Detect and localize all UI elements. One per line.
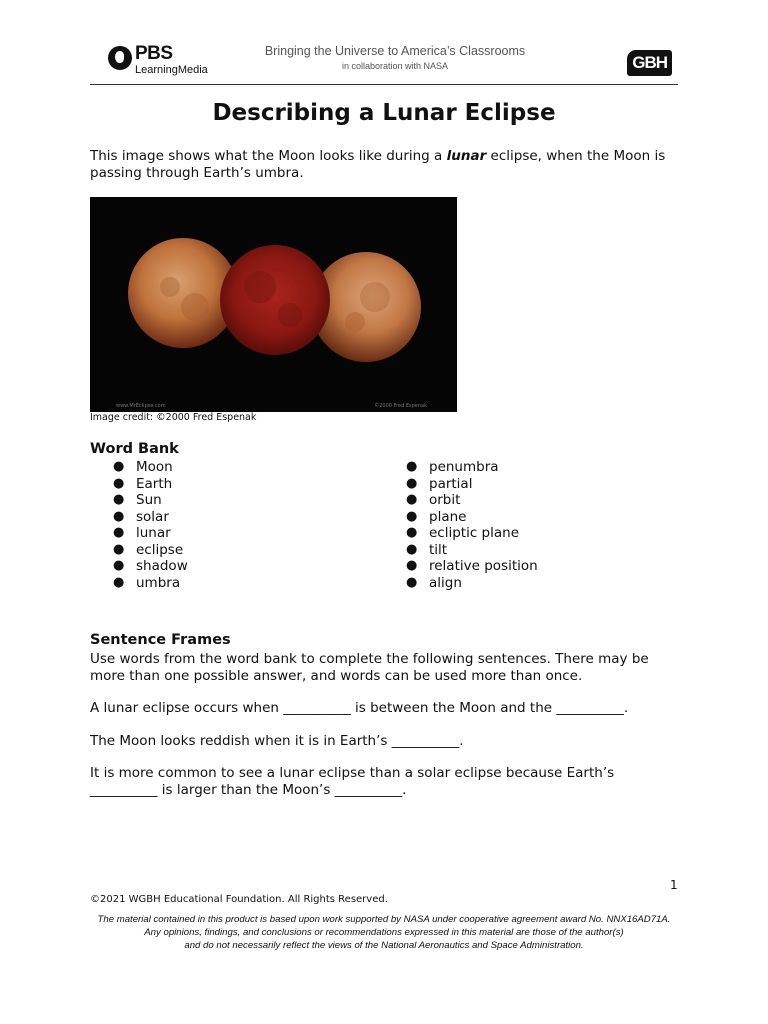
sentence-frames-instructions: Use words from the word bank to complete the following sentences. There may be more than one possible answer, and words can be used more than once. [90,651,649,684]
pbs-logo-text: PBS [135,43,173,64]
word-bank-left-column [113,459,188,591]
disclaimer-line-3: and do not necessarily reflect the views of the National Aeronautics and Space Administration. [184,940,584,951]
sentence-frame-3: It is more common to see a lunar eclipse than a solar eclipse because Earth’s __________ is larger than the Moon’s __________. [90,765,615,798]
sentence-frame-1: A lunar eclipse occurs when __________ is between the Moon and the __________. [90,700,629,716]
disclaimer-line-1: The material contained in this product is based upon work supported by NASA under cooperative agreement award No. NNX16AD71A. [97,914,671,925]
photo-watermark-right: ©2000 Fred Espenak [374,403,427,409]
page-title: Describing a Lunar Eclipse [212,100,556,126]
word-bank-item: ● eclipse [113,542,188,559]
sentence-frame-2: The Moon looks reddish when it is in Earth’s __________. [90,733,464,749]
word-bank-item: ● solar [113,509,188,526]
eclipse-moons-illustration [90,197,457,412]
photo-watermark-left: www.MrEclipse.com [116,403,166,409]
header-tagline [250,44,540,71]
image-credit: Image credit: ©2000 Fred Espenak [90,412,257,423]
nasa-disclaimer [90,913,678,952]
lunar-eclipse-photo [90,197,457,412]
word-bank-item: ● relative position [406,558,538,575]
intro-emphasis: lunar [446,148,487,164]
pbs-head-icon [108,46,132,70]
word-bank-item: ● penumbra [406,459,538,476]
word-bank-item: ● umbra [113,575,188,592]
word-bank-item: ● lunar [113,525,188,542]
word-bank-item: ● align [406,575,538,592]
intro-text-start: This image shows what the Moon looks like during a [90,148,447,164]
gbh-logo: GBH [627,50,672,76]
word-bank-item: ● plane [406,509,538,526]
word-bank-item: ● ecliptic plane [406,525,538,542]
page-number: 1 [670,878,678,892]
sentence-frames-heading: Sentence Frames [90,632,231,648]
intro-text-end: eclipse, when the Moon is passing through Earth’s umbra. [90,148,666,181]
word-bank-item: ● Earth [113,476,188,493]
tagline-sub: in collaboration with NASA [341,61,449,71]
tagline-main: Bringing the Universe to America’s Classrooms [264,44,526,58]
word-bank-heading: Word Bank [90,441,179,457]
disclaimer-line-2: Any opinions, findings, and conclusions or recommendations expressed in this material are those of the author(s) [144,927,624,938]
word-bank-item: ● Sun [113,492,188,509]
copyright-notice: ©2021 WGBH Educational Foundation. All Rights Reserved. [90,894,388,905]
word-bank-right-column [406,459,538,591]
word-bank-item: ● orbit [406,492,538,509]
page-header [90,42,678,85]
word-bank-item: ● Moon [113,459,188,476]
pbs-learningmedia-logo [108,44,208,76]
word-bank-item: ● tilt [406,542,538,559]
word-bank-item: ● shadow [113,558,188,575]
intro-paragraph [90,148,680,181]
word-bank-item: ● partial [406,476,538,493]
moon-center [220,245,330,355]
pbs-logo-subtext: LearningMedia [135,64,208,76]
